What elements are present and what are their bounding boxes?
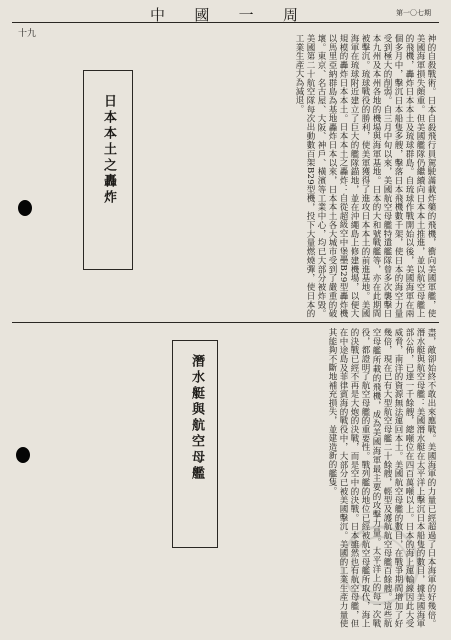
middle-rule <box>12 322 439 323</box>
binding-hole <box>16 447 30 463</box>
header-title-char: 周 <box>282 6 300 24</box>
header-title-char: 中 <box>150 6 168 24</box>
top-article-text: 神的自殺戰術。日本自殺飛行員駕駛滿載炸藥的飛機，衝向美國軍艦，使美國海軍損失頗重。但美國艦隊仍繼續向日本本土推進，並以航空母艦上的飛機，轟炸日本本土及琉球群島。自琉球作戰開始以後，美國海軍在兩個多月中，擊沉日本船隻多艘，擊落日本飛機數千架，使日本的海空力量受到極大的削弱。自三月中旬以來，美國航空母艦特遣艦隊曾多次襲擊日本九州及本州各地的機場與海軍基地。日本的大和號戰艦等，亦在此期間被擊沉。琉球戰役的勝利，使美軍獲得了進攻日本本土的前進基地。美國海軍在琉球附近建立了巨大的艦隊錨地，並在沖繩島上修建機場，以便大規模的轟炸日本本土。日本本土之轟炸：自從超級空中堡壘B29型轟炸機以馬里亞納群島為基地轟炸日本以來，日本本土各大城市受到了嚴重的破壞。東京、名古屋、大阪、神戶、橫濱等工業中心，均已大部分被炸毀。美國第二十航空隊每次出動數百架B29型機，投下大量燃燒彈，使日本的工業生產大為減退。 <box>294 34 436 318</box>
page-number: 十九 <box>18 29 37 39</box>
bottom-article-text: 盡，敵卻始終不敢出來應戰。美國海軍的力量已經超過了日本海軍的好幾倍。潛水艇與航空母艦：美國潛水艇在太平洋上擊沉日本船隻的數目，據美國海軍部公佈，已達一千餘艘，總噸位在四百萬噸以上。日本的海上運輸線因此大受威脅，南洋的資源無法運回本土。美國航空母艦的數目，在戰爭期間增加了好幾倍，現在已有大型航空母艦二十餘艘，輕型及護航航空母艦百餘艘。這些航空母艦所載的飛機，成為美國海軍最主要的攻擊力量。太平洋上的每一次戰役，都證明了航空母艦的重要性。戰列艦的地位已經被航空母艦所取代，海上的決戰已經不再是大炮的決戰，而是空中的決戰。日本雖然也有航空母艦，但在中途島及菲律賓海的戰役中，大部分已被美國擊沉。美國的工業生產力量使其能夠不斷地補充損失，並建造新的艦隻。 <box>327 328 436 628</box>
binding-hole <box>18 200 32 216</box>
section-title-submarine-carrier: 潛水艇與航空母艦 <box>184 352 209 484</box>
header-rule <box>12 22 439 23</box>
watermark-stamp <box>330 520 430 610</box>
header-title-char: 一 <box>238 6 256 24</box>
header-title-char: 國 <box>194 6 212 24</box>
issue-number: 第一〇七期 <box>396 9 431 17</box>
section-title-japan-bombing: 日本本土之轟炸 <box>96 92 121 208</box>
